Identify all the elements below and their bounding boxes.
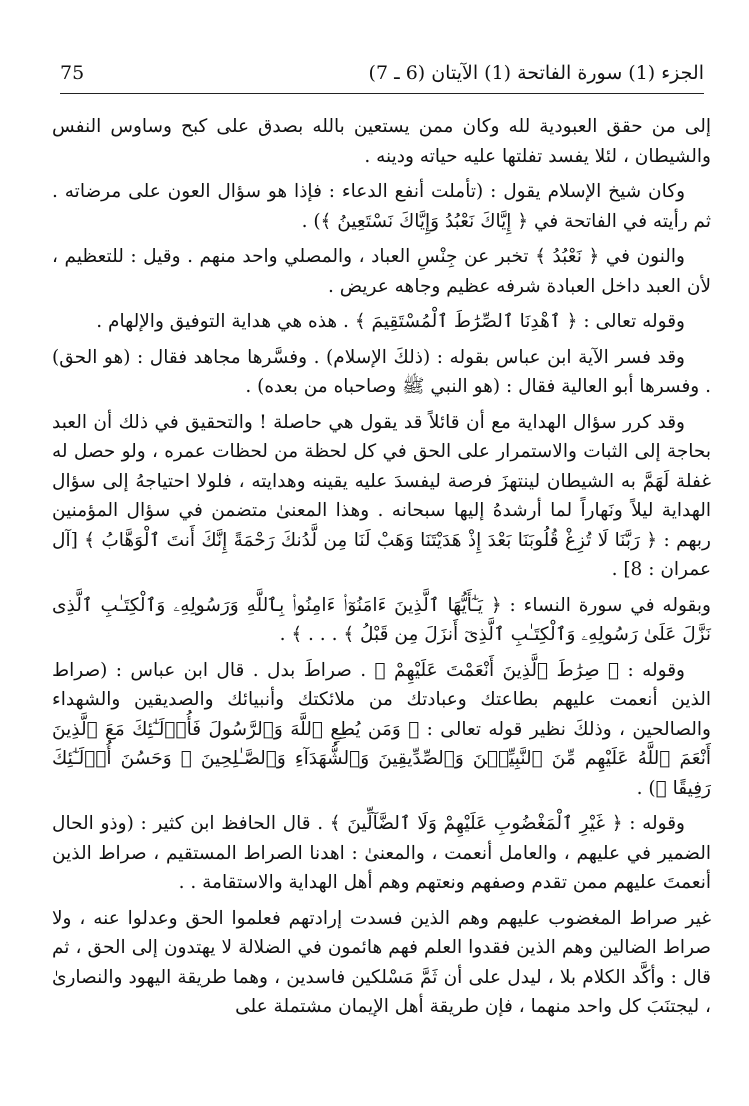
paragraph-9: وقوله : ﴿ غَيْرِ ٱلْمَغْضُوبِ عَلَيْهِمْ وَلَا ٱلضَّآلِّينَ ﴾ . قال الحافظ ابن كثير : (وذو الحال الضمير في عليهم ، والعامل أنعمت ، والمعنىٰ : اهدنا الصراط المستقيم ، صراط الذين أنعمتَ عليهم ممن تقدم وصفهم ونعتهم وهم أهل الهداية والاستقامة . . xyxy=(52,813,711,893)
page-body xyxy=(52,112,711,1028)
paragraph-5: وقد فسر الآية ابن عباس بقوله : (ذلكَ الإسلام) . وفسَّرها مجاهد فقال : (هو الحق) . وفسرها أبو العالية فقال : (هو النبي ﷺ وصاحباه من بعده) . xyxy=(52,346,711,397)
paragraph-8: وقوله : ﴿ صِرَٰطَ ٱلَّذِينَ أَنْعَمْتَ عَلَيْهِمْ ﴾ . صراطَ بدل . قال ابن عباس : (صراط الذين أنعمت عليهم بطاعتك وعبادتك من ملائكتك وأنبيائك والصديقين والشهداء والصالحين ، وذلكَ نظير قوله تعالى : ﴿ وَمَن يُطِعِ ٱللَّهَ وَٱلرَّسُولَ فَأُو۟لَـٰٓئِكَ مَعَ ٱلَّذِينَ أَنْعَمَ ٱللَّهُ عَلَيْهِم مِّنَ ٱلنَّبِيِّـۧنَ وَٱلصِّدِّيقِينَ وَٱلشُّهَدَآءِ وَٱلصَّـٰلِحِينَ ۚ وَحَسُنَ أُو۟لَـٰٓئِكَ رَفِيقًا ﴾) . xyxy=(52,659,711,799)
header-rule xyxy=(60,93,704,94)
page-number: 75 xyxy=(60,62,85,84)
running-header xyxy=(60,58,704,88)
running-title: الجزء (1) سورة الفاتحة (1) الآيتان (6 ـ 7) xyxy=(368,62,704,84)
paragraph-1: إلى من حقق العبودية لله وكان ممن يستعين بالله بصدق على كبح وساوس النفس والشيطان ، لئلا يفسد تفلتها عليه حياته ودينه . xyxy=(52,116,711,167)
paragraph-7: وبقوله في سورة النساء : ﴿ يَـٰٓأَيُّهَا ٱلَّذِينَ ءَامَنُوٓا۟ ءَامِنُوا۟ بِٱللَّهِ وَرَسُولِهِۦ وَٱلْكِتَـٰبِ ٱلَّذِى نَزَّلَ عَلَىٰ رَسُولِهِۦ وَٱلْكِتَـٰبِ ٱلَّذِىٓ أَنزَلَ مِن قَبْلُ ﴾ . . . ﴾ . xyxy=(52,594,711,645)
paragraph-6: وقد كرر سؤال الهداية مع أن قائلاً قد يقول هي حاصلة ! والتحقيق في ذلك أن العبد بحاجة إلى الثبات والاستمرار على الحق في كل لحظة من لحظات عمره ، ولو حصل له غفلة لَهَمَّ به الشيطان لينتهزَ فرصة ليفسدَ عليه يقينه وهدايته ، فلولا احتياجهُ إلى سؤال الهداية ليلاً ونَهاراً لما أرشدهُ إليها سبحانه . وهذا المعنىٰ متضمن في سؤال المؤمنين ربهم : ﴿ رَبَّنَا لَا تُزِغْ قُلُوبَنَا بَعْدَ إِذْ هَدَيْتَنَا وَهَبْ لَنَا مِن لَّدُنكَ رَحْمَةً إِنَّكَ أَنتَ ٱلْوَهَّابُ ﴾ [آل عمران : 8] . xyxy=(52,411,711,580)
paragraph-3: والنون في ﴿ نَعْبُدُ ﴾ تخبر عن جِنْسِ العباد ، والمصلي واحد منهم . وقيل : للتعظيم ، لأن العبد داخل العبادة شرفه عظيم وجاهه عريض . xyxy=(52,246,711,297)
paragraph-10: غير صراط المغضوب عليهم وهم الذين فسدت إرادتهم فعلموا الحق وعدلوا عنه ، ولا صراط الضالين وهم الذين فقدوا العلم فهم هائمون في الضلالة لا يهتدون إلى الحق ، ثم قال : وأكَّد الكلام بلا ، ليدل على أن ثَمَّ مَسْلكين فاسدين ، وهما طريقة اليهود والنصارىٰ ، ليجتنَبَ كل واحد منهما ، فإن طريقة أهل الإيمان مشتملة على xyxy=(52,907,711,1017)
paragraph-4: وقوله تعالى : ﴿ ٱهْدِنَا ٱلصِّرَٰطَ ٱلْمُسْتَقِيمَ ﴾ . هذه هي هداية التوفيق والإلهام . xyxy=(96,311,685,332)
paragraph-2: وكان شيخ الإسلام يقول : (تأملت أنفع الدعاء : فإذا هو سؤال العون على مرضاته . ثم رأيته في الفاتحة في ﴿ إِيَّاكَ نَعْبُدُ وَإِيَّاكَ نَسْتَعِينُ ﴾) . xyxy=(52,181,711,232)
